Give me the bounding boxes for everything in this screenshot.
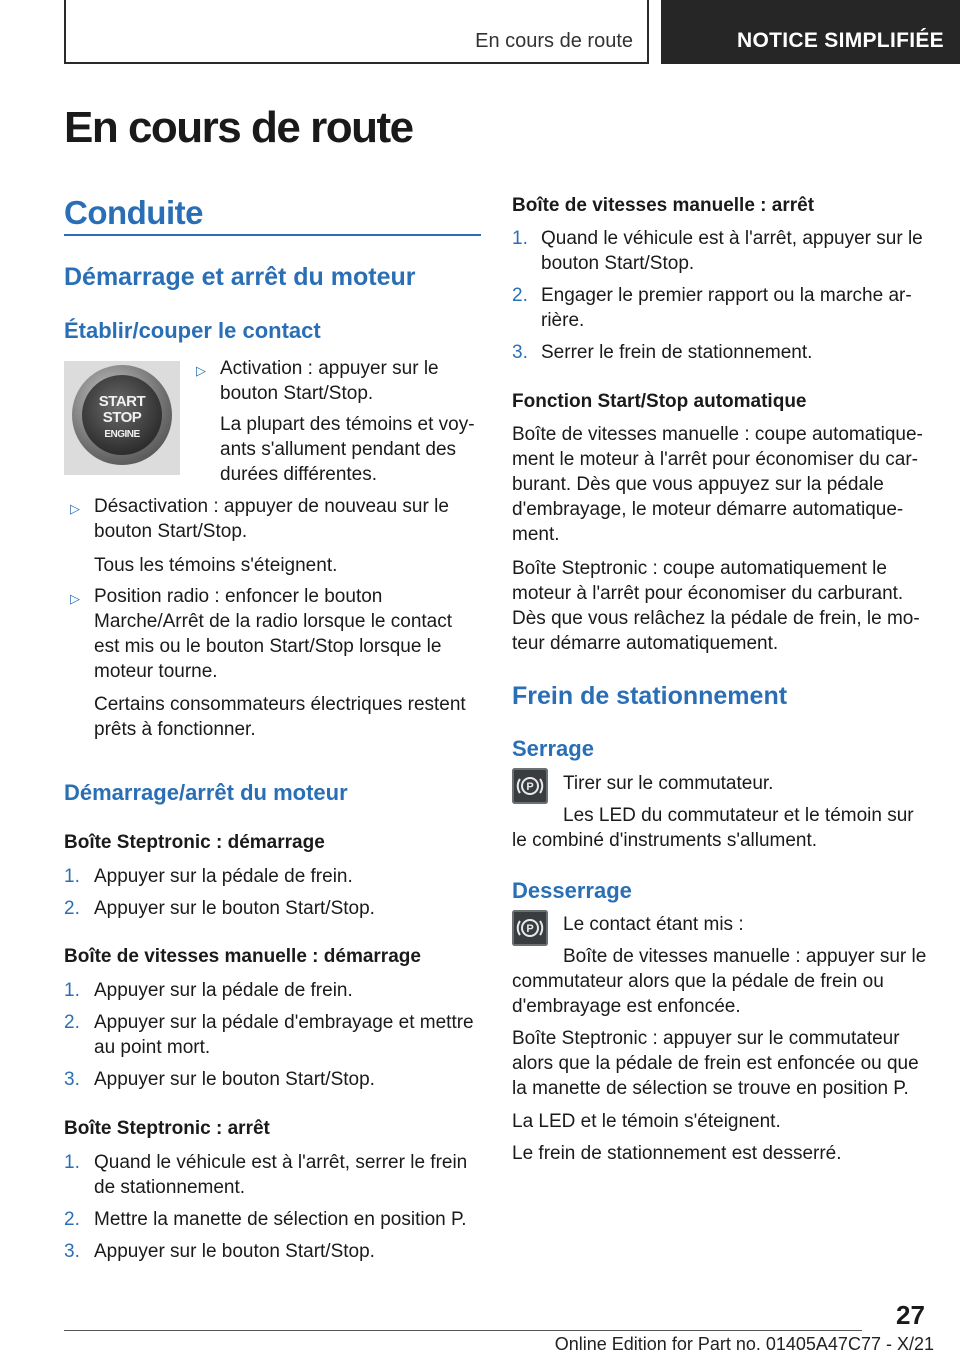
serrage-line3: le combiné d'instruments s'allument. [512, 830, 818, 851]
step-number: 2. [64, 1209, 80, 1230]
subsection-title: Démarrage et arrêt du moteur [64, 263, 416, 291]
bullet-text: Activation : appuyer sur le bouton Start/Stop. [220, 358, 439, 404]
desserrage-final-text: Le frein de stationnement est desserré. [512, 1143, 842, 1164]
step-number: 1. [64, 866, 80, 887]
step-text: Engager le premier rapport ou la marche arrière. [541, 285, 912, 331]
step-text: Appuyer sur le bouton Start/Stop. [94, 898, 375, 919]
section-rule [64, 234, 481, 236]
step-number: 1. [64, 1152, 80, 1173]
manual-start-title: Boîte de vitesses manuelle : démarrage [64, 946, 421, 967]
heading-demarrage-arret: Démarrage/arrêt du moteur [64, 780, 348, 805]
step-text: Mettre la manette de sélection en position P. [94, 1209, 467, 1230]
desserrage-line3: commutateur alors que la pédale de frein ou d'embrayage est enfoncée. [512, 971, 884, 1017]
svg-text:P: P [526, 781, 534, 793]
header-tab-label: NOTICE SIMPLIFIÉE [737, 29, 944, 52]
step-text: Appuyer sur la pédale d'embrayage et mettre au point mort. [94, 1012, 474, 1058]
step-number: 2. [64, 1012, 80, 1033]
step-text: Quand le véhicule est à l'arrêt, appuyer sur le bouton Start/Stop. [541, 228, 923, 274]
step-text: Quand le véhicule est à l'arrêt, serrer le frein de stationnement. [94, 1152, 468, 1198]
parking-brake-icon [512, 910, 548, 946]
section-title-conduite: Conduite [64, 194, 203, 231]
bullet-subtext: La plupart des témoins et voyants s'allument pendant des durées différentes. [220, 414, 475, 485]
svg-text:P: P [526, 923, 534, 935]
step-text: Serrer le frein de stationnement. [541, 342, 813, 363]
step-text: Appuyer sur la pédale de frein. [94, 866, 353, 887]
step-text: Appuyer sur la pédale de frein. [94, 980, 353, 1001]
manual-stop-title: Boîte de vitesses manuelle : arrêt [512, 195, 815, 216]
desserrage-led-text: La LED et le témoin s'éteignent. [512, 1111, 781, 1132]
step-number: 3. [512, 342, 528, 363]
triangle-right-icon: ▷ [196, 363, 206, 378]
footer-rule [64, 1330, 862, 1331]
parking-brake-icon [512, 768, 548, 804]
step-number: 2. [64, 898, 80, 919]
header-section-title: En cours de route [475, 30, 633, 52]
bullet-subtext: Certains consommateurs électriques restent prêts à fonctionner. [94, 694, 466, 740]
serrage-line1: Tirer sur le commutateur. [563, 773, 774, 794]
header-section-box [64, 0, 649, 64]
auto-paragraph-manual: Boîte de vitesses manuelle : coupe automatiquement le moteur à l'arrêt pour économiser du carburant. Dès que vous appuyez sur la pédale d'embrayage, le moteur démarre automatiquement. [512, 424, 923, 545]
desserrage-line2: Boîte de vitesses manuelle : appuyer sur le [563, 946, 927, 967]
triangle-right-icon: ▷ [70, 501, 80, 516]
footer-edition: Online Edition for Part no. 01405A47C77 - X/21 [554, 1334, 934, 1354]
steptronic-stop-title: Boîte Steptronic : arrêt [64, 1118, 270, 1139]
step-text: Appuyer sur le bouton Start/Stop. [94, 1069, 375, 1090]
bullet-text: Position radio : enfoncer le bouton Marche/Arrêt de la radio lorsque le contact est mis ou le bouton Start/Stop lorsque le moteur tourne. [94, 586, 453, 682]
heading-desserrage: Desserrage [512, 878, 632, 903]
triangle-right-icon: ▷ [70, 591, 80, 606]
section-title-frein: Frein de stationnement [512, 682, 788, 710]
serrage-line2: Les LED du commutateur et le témoin sur [563, 805, 914, 826]
steptronic-start-title: Boîte Steptronic : démarrage [64, 832, 325, 853]
step-number: 2. [512, 285, 528, 306]
desserrage-paragraph-steptronic: Boîte Steptronic : appuyer sur le commutateur alors que la pédale de frein est enfoncée ou que la manette de sélection se trouve en position P. [512, 1028, 919, 1099]
desserrage-line1: Le contact étant mis : [563, 914, 744, 935]
auto-start-stop-title: Fonction Start/Stop automatique [512, 391, 807, 412]
step-number: 1. [64, 980, 80, 1001]
page-title: En cours de route [64, 103, 413, 152]
bullet-text: Désactivation : appuyer de nouveau sur le bouton Start/Stop. [94, 496, 449, 542]
step-number: 3. [64, 1241, 80, 1262]
header-tab [661, 0, 960, 64]
step-number: 1. [512, 228, 528, 249]
start-stop-button-image: START STOP ENGINE [64, 361, 180, 475]
step-number: 3. [64, 1069, 80, 1090]
step-text: Appuyer sur le bouton Start/Stop. [94, 1241, 375, 1262]
heading-contact: Établir/couper le contact [64, 318, 321, 343]
auto-paragraph-steptronic: Boîte Steptronic : coupe automatiquement le moteur à l'arrêt pour économiser du carburant. Dès que vous relâchez la pédale de frein, le moteur démarre automatiquement. [512, 558, 920, 654]
bullet-subtext: Tous les témoins s'éteignent. [94, 555, 338, 576]
heading-serrage: Serrage [512, 736, 594, 761]
page-number: 27 [896, 1300, 925, 1330]
